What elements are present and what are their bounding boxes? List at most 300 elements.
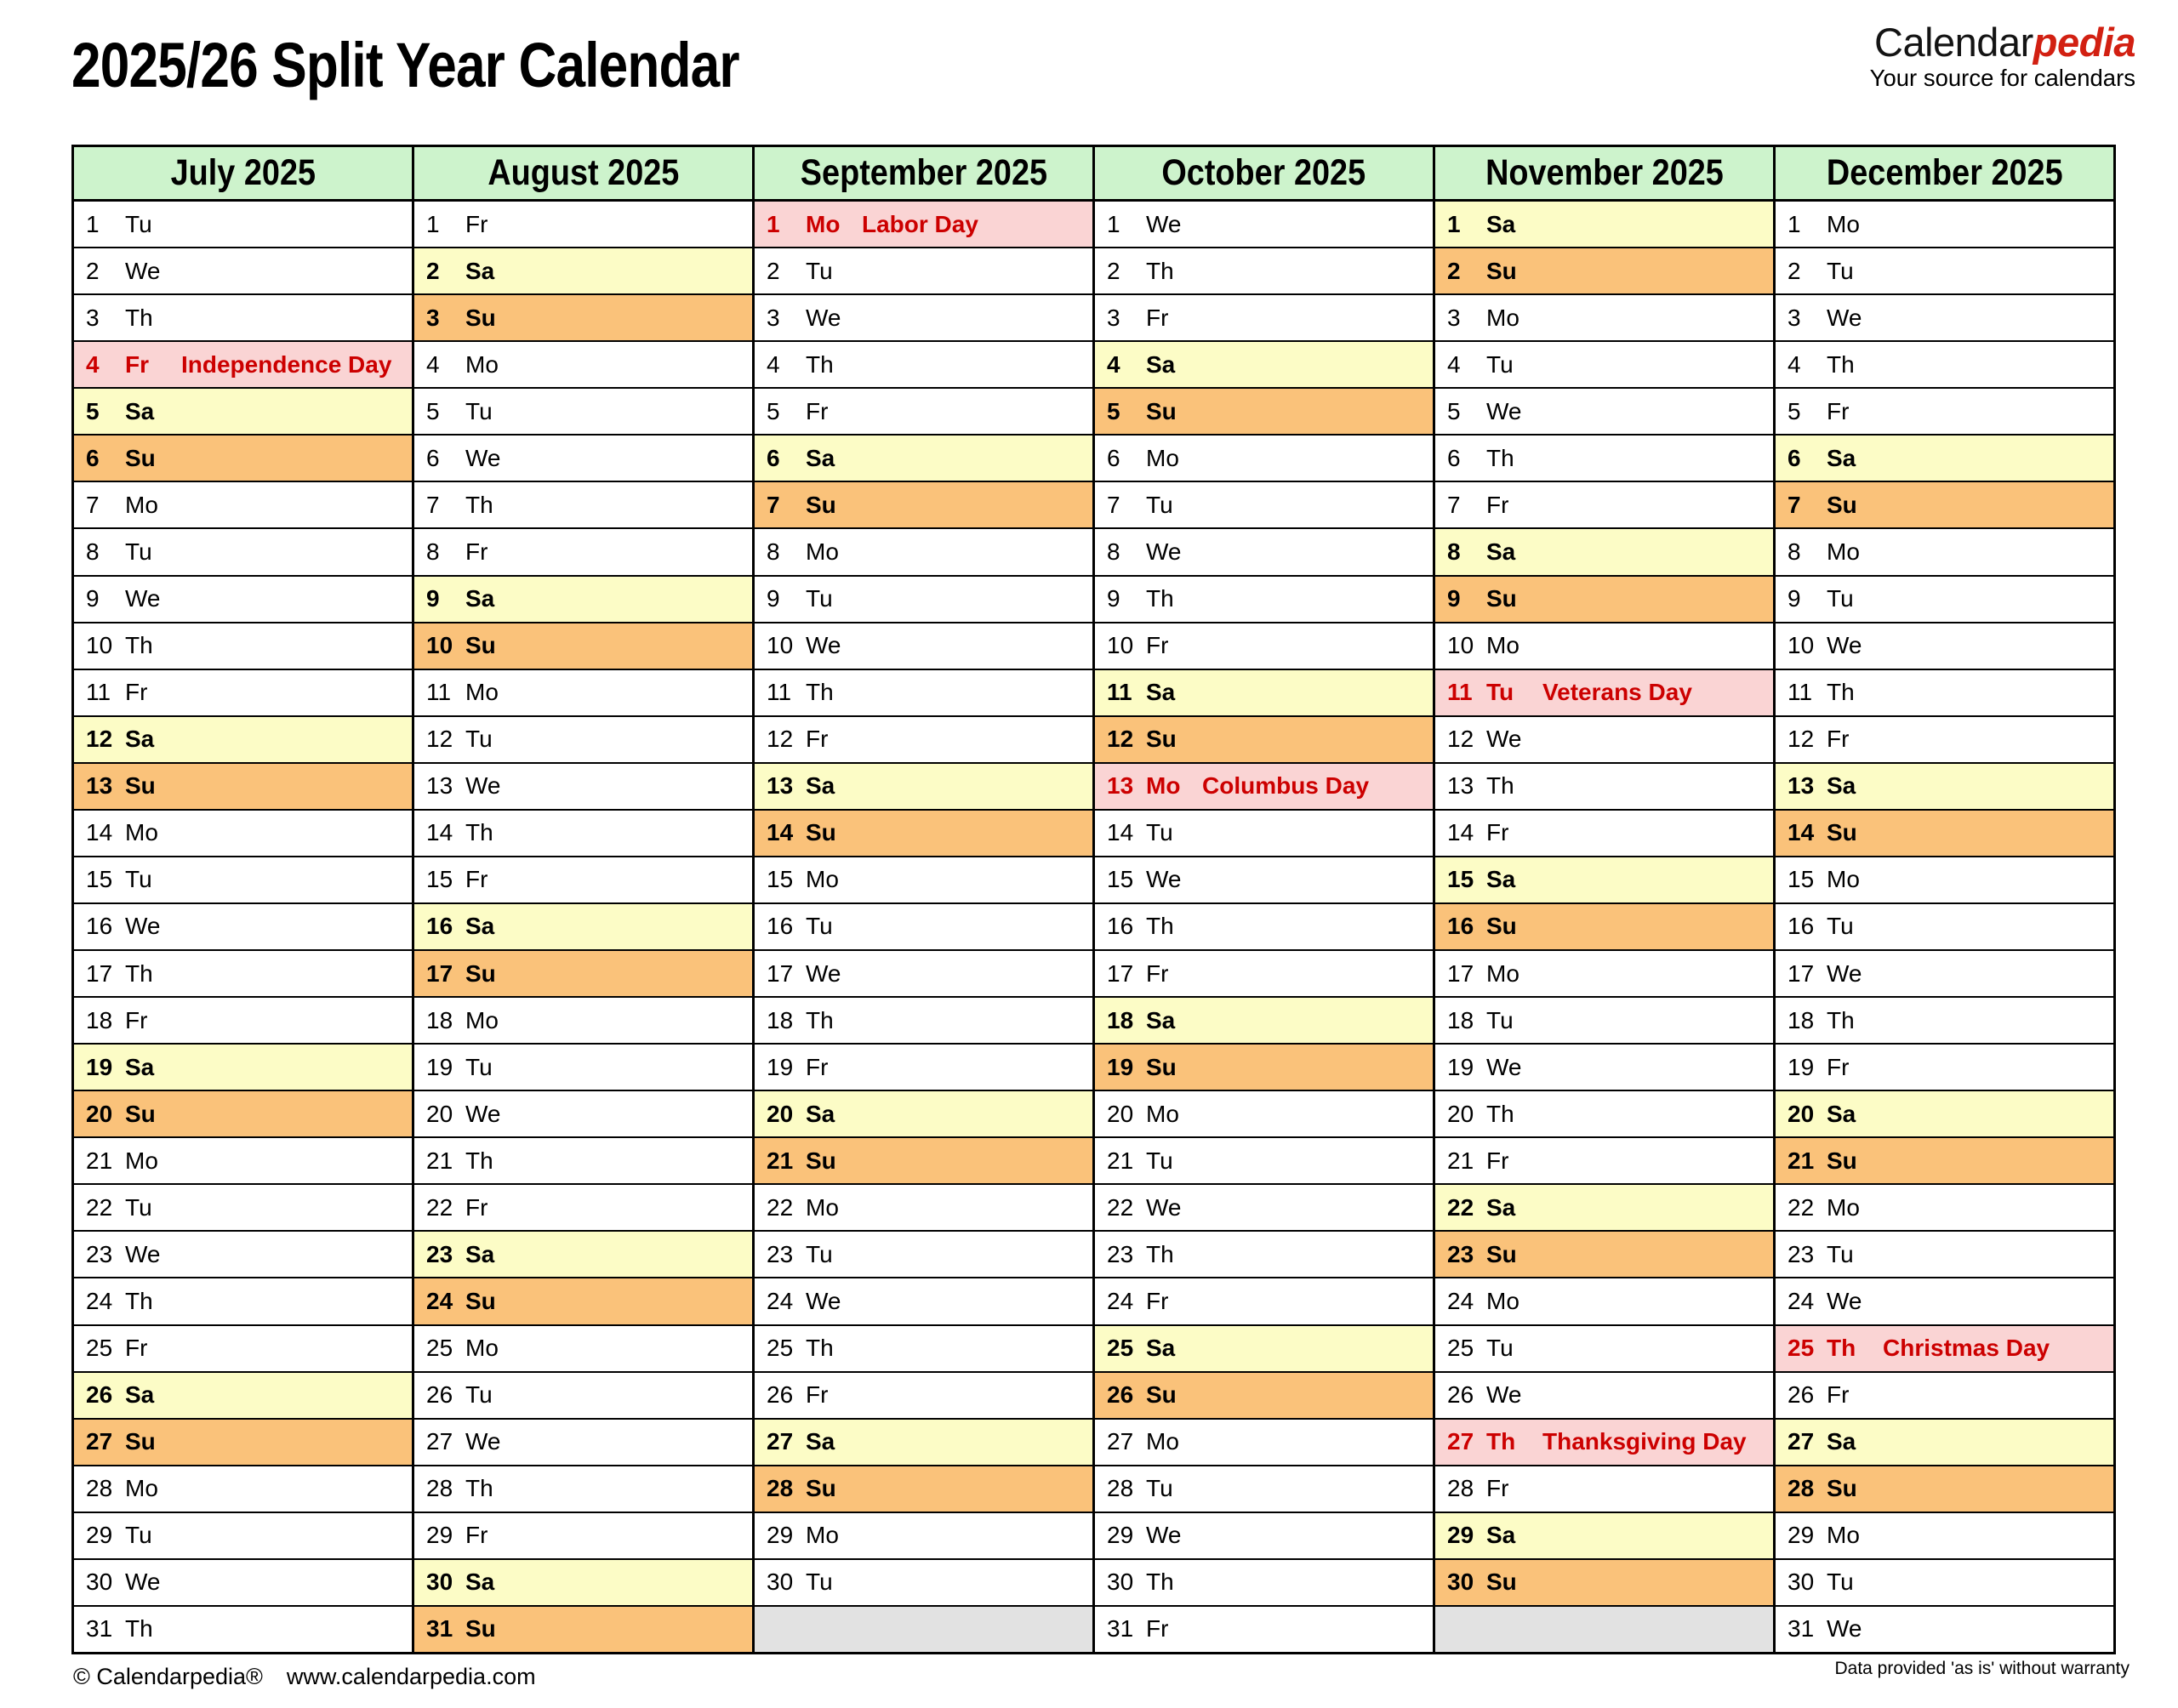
- logo-text-red: pedia: [2033, 20, 2135, 65]
- day-number: 8: [1107, 538, 1120, 565]
- weekday-abbr: Th: [125, 1615, 153, 1643]
- weekday-abbr: Fr: [1827, 1053, 1850, 1080]
- day-cell: [74, 1045, 412, 1091]
- weekday-abbr: Th: [125, 632, 153, 659]
- day-cell: [755, 248, 1092, 295]
- day-cell: [1435, 717, 1773, 764]
- day-number: 12: [1787, 726, 1815, 753]
- weekday-abbr: Sa: [1486, 1522, 1516, 1549]
- day-number: 1: [1107, 210, 1120, 237]
- weekday-abbr: Tu: [1146, 819, 1173, 846]
- weekday-abbr: Su: [1827, 819, 1857, 846]
- day-cell: [1095, 1232, 1433, 1278]
- weekday-abbr: Fr: [125, 1335, 148, 1362]
- day-number: 1: [1447, 210, 1461, 237]
- day-cell: [74, 1373, 412, 1420]
- day-number: 22: [1787, 1193, 1815, 1221]
- weekday-abbr: Sa: [125, 1381, 155, 1409]
- day-cell: [1776, 248, 2113, 295]
- weekday-abbr: We: [1486, 1053, 1522, 1080]
- month-days: [1776, 202, 2113, 1652]
- day-number: 14: [1787, 819, 1815, 846]
- day-number: 16: [426, 913, 453, 940]
- holiday-label: Veterans Day: [1542, 679, 1692, 706]
- day-cell: [1435, 342, 1773, 389]
- month-header: [414, 147, 752, 202]
- day-cell: [1776, 951, 2113, 998]
- day-cell: [414, 1420, 752, 1466]
- month-header: [1435, 147, 1773, 202]
- day-number: 14: [86, 819, 113, 846]
- month-column: [1435, 147, 1776, 1652]
- day-cell: [414, 1091, 752, 1138]
- weekday-abbr: Tu: [806, 913, 833, 940]
- weekday-abbr: Th: [1146, 257, 1174, 284]
- day-cell: [755, 295, 1092, 342]
- day-cell: [1776, 764, 2113, 811]
- day-number: 25: [426, 1335, 453, 1362]
- day-cell: [1435, 904, 1773, 951]
- day-number: 1: [767, 210, 780, 237]
- day-cell: [1435, 1138, 1773, 1185]
- weekday-abbr: Sa: [806, 1100, 835, 1127]
- day-number: 7: [1787, 491, 1801, 518]
- weekday-abbr: Th: [1146, 1240, 1174, 1267]
- month-header-label: August 2025: [487, 152, 680, 193]
- day-cell: [1095, 342, 1433, 389]
- footer-copyright: [73, 1664, 536, 1690]
- day-number: 22: [86, 1193, 113, 1221]
- weekday-abbr: Tu: [1486, 350, 1514, 378]
- day-number: 15: [86, 866, 113, 893]
- day-cell: [74, 951, 412, 998]
- day-number: 8: [86, 538, 100, 565]
- weekday-abbr: Su: [806, 1147, 836, 1174]
- day-cell: [1776, 1420, 2113, 1466]
- weekday-abbr: Th: [465, 1475, 493, 1502]
- day-number: 2: [426, 257, 440, 284]
- weekday-abbr: Su: [1486, 913, 1517, 940]
- day-number: 25: [1447, 1335, 1474, 1362]
- day-cell: [1435, 1278, 1773, 1325]
- weekday-abbr: We: [1146, 210, 1182, 237]
- day-cell: [1435, 295, 1773, 342]
- weekday-abbr: Sa: [806, 444, 835, 471]
- day-cell: [1435, 436, 1773, 482]
- day-cell: [74, 577, 412, 623]
- day-number: 17: [1787, 959, 1815, 987]
- day-cell: [74, 389, 412, 436]
- day-number: 6: [1787, 444, 1801, 471]
- day-cell: [74, 764, 412, 811]
- day-cell: [1435, 1326, 1773, 1373]
- day-number: 14: [426, 819, 453, 846]
- weekday-abbr: Mo: [806, 210, 841, 237]
- weekday-abbr: Th: [1146, 1569, 1174, 1596]
- day-cell: [414, 1607, 752, 1652]
- day-cell: [74, 1278, 412, 1325]
- day-number: 22: [1107, 1193, 1134, 1221]
- weekday-abbr: Mo: [806, 538, 839, 565]
- weekday-abbr: Mo: [125, 491, 158, 518]
- day-number: 31: [1107, 1615, 1134, 1643]
- day-number: 12: [1447, 726, 1474, 753]
- day-cell: [755, 1091, 1092, 1138]
- copyright-text: © Calendarpedia®: [73, 1664, 263, 1689]
- month-header-label: September 2025: [800, 152, 1047, 193]
- day-cell: [755, 577, 1092, 623]
- weekday-abbr: Mo: [1827, 1522, 1860, 1549]
- weekday-abbr: Su: [465, 632, 496, 659]
- weekday-abbr: Th: [1827, 1335, 1856, 1362]
- day-number: 19: [86, 1053, 113, 1080]
- day-cell: [74, 1326, 412, 1373]
- day-number: 30: [1447, 1569, 1474, 1596]
- day-cell: [74, 436, 412, 482]
- day-number: 8: [1447, 538, 1461, 565]
- day-cell: [1095, 577, 1433, 623]
- day-cell: [755, 1513, 1092, 1560]
- day-cell: [1095, 857, 1433, 904]
- day-number: 3: [1107, 304, 1120, 331]
- weekday-abbr: Th: [1486, 444, 1514, 471]
- day-cell: [1095, 623, 1433, 670]
- day-cell: [414, 342, 752, 389]
- calendarpedia-logo: [1870, 20, 2135, 91]
- weekday-abbr: Fr: [465, 538, 488, 565]
- weekday-abbr: Fr: [125, 1006, 148, 1033]
- weekday-abbr: Su: [1827, 491, 1857, 518]
- weekday-abbr: Sa: [806, 1428, 835, 1455]
- weekday-abbr: Su: [125, 1100, 156, 1127]
- day-cell: [414, 1560, 752, 1607]
- weekday-abbr: Th: [806, 1335, 834, 1362]
- month-days: [414, 202, 752, 1652]
- day-cell: [755, 1373, 1092, 1420]
- day-cell: [1776, 1232, 2113, 1278]
- month-header-label: July 2025: [170, 152, 316, 193]
- day-number: 2: [86, 257, 100, 284]
- day-cell: [1776, 577, 2113, 623]
- weekday-abbr: Sa: [465, 257, 495, 284]
- day-cell: [74, 857, 412, 904]
- day-number: 3: [1447, 304, 1461, 331]
- weekday-abbr: Su: [125, 772, 156, 800]
- weekday-abbr: Sa: [1827, 1100, 1856, 1127]
- day-cell: [74, 670, 412, 717]
- day-cell: [414, 295, 752, 342]
- day-number: 12: [1107, 726, 1134, 753]
- weekday-abbr: Su: [465, 959, 496, 987]
- weekday-abbr: We: [1827, 1287, 1862, 1314]
- weekday-abbr: Su: [465, 1287, 496, 1314]
- day-cell: [414, 1138, 752, 1185]
- day-number: 19: [426, 1053, 453, 1080]
- weekday-abbr: We: [465, 1100, 501, 1127]
- day-number: 14: [1447, 819, 1474, 846]
- weekday-abbr: We: [125, 257, 161, 284]
- day-cell: [1095, 717, 1433, 764]
- day-cell: [414, 389, 752, 436]
- day-number: 23: [767, 1240, 794, 1267]
- day-cell: [74, 1466, 412, 1513]
- day-number: 17: [1107, 959, 1134, 987]
- month-column: [74, 147, 414, 1652]
- day-number: 17: [1447, 959, 1474, 987]
- day-number: 22: [1447, 1193, 1474, 1221]
- day-cell: [755, 389, 1092, 436]
- day-number: 13: [426, 772, 453, 800]
- weekday-abbr: Sa: [465, 1240, 495, 1267]
- weekday-abbr: Tu: [806, 1569, 833, 1596]
- holiday-label: Labor Day: [862, 210, 978, 237]
- day-number: 9: [86, 585, 100, 612]
- month-header: [755, 147, 1092, 202]
- weekday-abbr: Mo: [1827, 210, 1860, 237]
- day-number: 24: [1787, 1287, 1815, 1314]
- day-number: 31: [426, 1615, 453, 1643]
- day-cell: [1776, 1278, 2113, 1325]
- weekday-abbr: Sa: [1146, 1006, 1176, 1033]
- day-number: 7: [767, 491, 780, 518]
- day-cell: [1095, 202, 1433, 248]
- day-cell: [414, 482, 752, 529]
- day-number: 2: [1107, 257, 1120, 284]
- day-number: 15: [767, 866, 794, 893]
- weekday-abbr: Mo: [125, 819, 158, 846]
- weekday-abbr: We: [1146, 538, 1182, 565]
- day-number: 7: [426, 491, 440, 518]
- logo-wordmark: [1870, 20, 2135, 65]
- day-number: 2: [1447, 257, 1461, 284]
- weekday-abbr: Tu: [465, 1381, 493, 1409]
- month-header: [74, 147, 412, 202]
- day-number: 6: [86, 444, 100, 471]
- day-cell: [1435, 623, 1773, 670]
- day-number: 22: [767, 1193, 794, 1221]
- day-cell: [414, 577, 752, 623]
- weekday-abbr: Mo: [125, 1475, 158, 1502]
- month-column: [414, 147, 755, 1652]
- day-number: 20: [1787, 1100, 1815, 1127]
- weekday-abbr: Th: [806, 1006, 834, 1033]
- weekday-abbr: Su: [1146, 397, 1177, 424]
- day-number: 23: [1107, 1240, 1134, 1267]
- day-cell: [1776, 436, 2113, 482]
- weekday-abbr: Su: [1486, 1240, 1517, 1267]
- day-cell: [1776, 1045, 2113, 1091]
- day-number: 6: [1107, 444, 1120, 471]
- day-number: 28: [767, 1475, 794, 1502]
- day-number: 21: [86, 1147, 113, 1174]
- weekday-abbr: Sa: [125, 397, 155, 424]
- day-number: 27: [1787, 1428, 1815, 1455]
- month-header-label: December 2025: [1826, 152, 2063, 193]
- weekday-abbr: Sa: [1827, 772, 1856, 800]
- weekday-abbr: Mo: [806, 1522, 839, 1549]
- day-number: 21: [1787, 1147, 1815, 1174]
- day-cell: [1776, 389, 2113, 436]
- day-number: 2: [1787, 257, 1801, 284]
- weekday-abbr: Sa: [1486, 866, 1516, 893]
- day-cell: [1776, 904, 2113, 951]
- day-number: 24: [1107, 1287, 1134, 1314]
- day-cell: [414, 529, 752, 576]
- weekday-abbr: Th: [465, 1147, 493, 1174]
- weekday-abbr: We: [465, 772, 501, 800]
- weekday-abbr: Su: [1827, 1147, 1857, 1174]
- day-cell: [414, 670, 752, 717]
- day-cell: [755, 623, 1092, 670]
- day-cell: [755, 436, 1092, 482]
- weekday-abbr: We: [125, 913, 161, 940]
- day-cell: [1776, 202, 2113, 248]
- day-cell: [1435, 1373, 1773, 1420]
- day-cell: [1435, 998, 1773, 1045]
- weekday-abbr: Fr: [465, 210, 488, 237]
- weekday-abbr: Fr: [125, 679, 148, 706]
- day-cell: [74, 623, 412, 670]
- day-number: 28: [1107, 1475, 1134, 1502]
- day-number: 25: [1107, 1335, 1134, 1362]
- day-cell: [1095, 1373, 1433, 1420]
- day-number: 20: [86, 1100, 113, 1127]
- day-number: 25: [86, 1335, 113, 1362]
- day-cell: [755, 1420, 1092, 1466]
- day-cell: [74, 1232, 412, 1278]
- day-cell: [414, 1466, 752, 1513]
- day-cell: [755, 904, 1092, 951]
- holiday-label: Thanksgiving Day: [1542, 1428, 1747, 1455]
- day-number: 3: [86, 304, 100, 331]
- day-number: 14: [767, 819, 794, 846]
- day-cell: [1776, 1326, 2113, 1373]
- day-number: 26: [86, 1381, 113, 1409]
- day-number: 4: [426, 350, 440, 378]
- day-cell: [74, 529, 412, 576]
- weekday-abbr: Fr: [806, 1381, 829, 1409]
- weekday-abbr: Th: [1146, 585, 1174, 612]
- day-number: 11: [1447, 679, 1473, 706]
- day-cell: [1435, 1232, 1773, 1278]
- month-column: [1776, 147, 2113, 1652]
- day-number: 22: [426, 1193, 453, 1221]
- day-cell: [1776, 857, 2113, 904]
- weekday-abbr: Tu: [125, 866, 152, 893]
- weekday-abbr: Mo: [1146, 1428, 1179, 1455]
- day-cell: [1776, 670, 2113, 717]
- weekday-abbr: We: [1146, 1193, 1182, 1221]
- month-days: [1435, 202, 1773, 1652]
- day-cell: [755, 482, 1092, 529]
- weekday-abbr: Tu: [806, 257, 833, 284]
- day-cell: [74, 1513, 412, 1560]
- day-number: 8: [426, 538, 440, 565]
- day-cell: [755, 951, 1092, 998]
- day-number: 11: [86, 679, 111, 706]
- day-number: 11: [767, 679, 792, 706]
- day-number: 24: [767, 1287, 794, 1314]
- day-number: 30: [86, 1569, 113, 1596]
- weekday-abbr: Mo: [806, 1193, 839, 1221]
- day-cell: [414, 202, 752, 248]
- weekday-abbr: We: [1146, 866, 1182, 893]
- weekday-abbr: Fr: [1486, 819, 1509, 846]
- weekday-abbr: Su: [1827, 1475, 1857, 1502]
- day-number: 31: [1787, 1615, 1815, 1643]
- day-cell: [1095, 482, 1433, 529]
- day-cell: [1435, 1513, 1773, 1560]
- month-header-label: November 2025: [1485, 152, 1724, 193]
- day-number: 6: [426, 444, 440, 471]
- weekday-abbr: Su: [1486, 1569, 1517, 1596]
- day-number: 23: [86, 1240, 113, 1267]
- weekday-abbr: Mo: [465, 350, 499, 378]
- day-number: 9: [1107, 585, 1120, 612]
- day-number: 7: [1447, 491, 1461, 518]
- day-number: 30: [1787, 1569, 1815, 1596]
- day-number: 12: [767, 726, 794, 753]
- day-cell: [1776, 998, 2113, 1045]
- day-number: 19: [767, 1053, 794, 1080]
- day-number: 5: [1447, 397, 1461, 424]
- day-cell: [414, 951, 752, 998]
- day-number: 28: [86, 1475, 113, 1502]
- day-number: 6: [767, 444, 780, 471]
- day-number: 26: [1107, 1381, 1134, 1409]
- day-number: 6: [1447, 444, 1461, 471]
- weekday-abbr: Sa: [1486, 538, 1516, 565]
- weekday-abbr: Su: [1146, 1053, 1177, 1080]
- day-cell: [414, 1373, 752, 1420]
- day-cell: [755, 202, 1092, 248]
- weekday-abbr: We: [806, 632, 841, 659]
- day-cell: [1776, 1607, 2113, 1652]
- weekday-abbr: Tu: [465, 726, 493, 753]
- website-link[interactable]: www.calendarpedia.com: [286, 1664, 536, 1689]
- day-number: 15: [1107, 866, 1134, 893]
- weekday-abbr: We: [465, 444, 501, 471]
- holiday-label: Christmas Day: [1883, 1335, 2050, 1362]
- day-cell: [74, 1185, 412, 1232]
- weekday-abbr: Tu: [1146, 491, 1173, 518]
- day-number: 5: [1107, 397, 1120, 424]
- day-number: 19: [1447, 1053, 1474, 1080]
- weekday-abbr: Fr: [1146, 632, 1169, 659]
- month-header: [1095, 147, 1433, 202]
- weekday-abbr: Mo: [1486, 1287, 1519, 1314]
- day-number: 20: [1447, 1100, 1474, 1127]
- day-cell: [1435, 1045, 1773, 1091]
- day-number: 13: [1787, 772, 1815, 800]
- day-number: 10: [1107, 632, 1134, 659]
- weekday-abbr: Tu: [806, 1240, 833, 1267]
- day-number: 21: [1107, 1147, 1134, 1174]
- day-cell: [1095, 436, 1433, 482]
- day-number: 4: [1447, 350, 1461, 378]
- day-cell: [1095, 248, 1433, 295]
- day-cell: [414, 436, 752, 482]
- day-number: 20: [426, 1100, 453, 1127]
- day-cell: [414, 764, 752, 811]
- weekday-abbr: Su: [806, 1475, 836, 1502]
- day-cell: [755, 1560, 1092, 1607]
- logo-tagline: Your source for calendars: [1869, 64, 2135, 91]
- day-cell: [74, 342, 412, 389]
- day-number: 13: [1107, 772, 1134, 800]
- day-cell: [755, 998, 1092, 1045]
- weekday-abbr: Th: [806, 350, 834, 378]
